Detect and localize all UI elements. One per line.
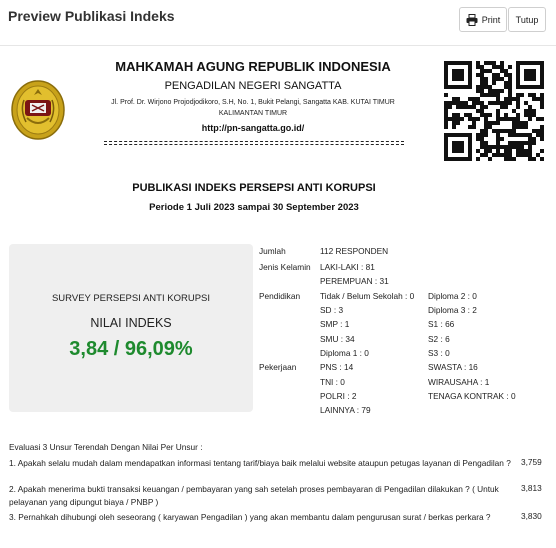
stat-gender-male: LAKI-LAKI : 81 (320, 262, 375, 272)
publication-period: Periode 1 Juli 2023 sampai 30 September 2023 (149, 202, 359, 213)
survey-label: SURVEY PERSEPSI ANTI KORUPSI (51, 293, 211, 304)
evaluation-item: 3. Pernahkah dihubungi oleh seseorang ( karyawan Pengadilan ) yang akan membantu dalam pengurusan surat / berkas perkara ? (9, 512, 491, 522)
publication-title: PUBLIKASI INDEKS PERSEPSI ANTI KORUPSI (132, 182, 376, 194)
stat-job-label: Pekerjaan (259, 362, 297, 372)
stat-gender-label: Jenis Kelamin (259, 262, 311, 272)
stat-education-item: SMU : 34 (320, 334, 355, 344)
stat-job-item: SWASTA : 16 (428, 362, 478, 372)
stat-education-label: Pendidikan (259, 291, 301, 301)
stat-education-item: Diploma 3 : 2 (428, 305, 477, 315)
modal-header (0, 0, 556, 46)
stat-gender-female: PEREMPUAN : 31 (320, 276, 389, 286)
print-button[interactable] (459, 7, 507, 32)
stat-education-item: S2 : 6 (428, 334, 450, 344)
stat-job-item: LAINNYA : 79 (320, 405, 371, 415)
evaluation-score: 3,830 (521, 511, 542, 521)
score-card (9, 244, 253, 412)
stat-education-item: S1 : 66 (428, 319, 455, 329)
close-button[interactable] (508, 7, 546, 32)
court-address: Jl. Prof. Dr. Wirjono Projodjodikoro, S.H, No. 1, Bukit Pelangi, Sangatta KAB. KUTAI TIMUR KALIMANTAN TIMUR (111, 99, 395, 117)
index-label: NILAI INDEKS (90, 316, 172, 330)
stat-job-item: POLRI : 2 (320, 391, 357, 401)
stat-job-item: TNI : 0 (320, 377, 345, 387)
evaluation-item: 2. Apakah menerima bukti transaksi keuangan / pembayaran yang sah setelah proses pembayaran di Pengadilan dilakukan ? ( Untuk pelayanan yang dipungut biaya / PNBP ) (9, 484, 499, 507)
header-divider (104, 141, 404, 145)
evaluation-score: 3,759 (521, 457, 542, 467)
qr-code-icon (443, 61, 545, 161)
stat-job-item: PNS : 14 (320, 362, 354, 372)
court-logo-icon (11, 80, 65, 140)
evaluation-title: Evaluasi 3 Unsur Terendah Dengan Nilai Per Unsur : (9, 442, 203, 452)
print-button-label: Print (481, 14, 501, 25)
printer-icon (466, 14, 478, 26)
stat-jumlah-label: Jumlah (259, 246, 286, 256)
stat-education-item: S3 : 0 (428, 348, 450, 358)
stat-education-item: Diploma 1 : 0 (320, 348, 369, 358)
close-button-label: Tutup (515, 14, 539, 25)
index-value: 3,84 / 96,09% (69, 338, 193, 360)
evaluation-score: 3,813 (521, 483, 542, 493)
stat-jumlah-value: 112 RESPONDEN (320, 246, 389, 256)
stat-education-item: SD : 3 (320, 305, 344, 315)
evaluation-item: 1. Apakah selalu mudah dalam mendapatkan informasi tentang tarif/biaya baik melalui website ataupun petugas layanan di Pengadilan ? (9, 458, 511, 468)
stat-job-item: TENAGA KONTRAK : 0 (428, 391, 516, 401)
court-unit: PENGADILAN NEGERI SANGATTA (164, 80, 342, 92)
court-name: MAHKAMAH AGUNG REPUBLIK INDONESIA (115, 59, 391, 74)
court-website-link[interactable]: http://pn-sangatta.go.id/ (201, 123, 305, 133)
stat-education-item: Tidak / Belum Sekolah : 0 (320, 291, 415, 301)
stat-education-item: Diploma 2 : 0 (428, 291, 477, 301)
stat-job-item: WIRAUSAHA : 1 (428, 377, 490, 387)
stat-education-item: SMP : 1 (320, 319, 350, 329)
modal-title: Preview Publikasi Indeks (8, 8, 175, 24)
